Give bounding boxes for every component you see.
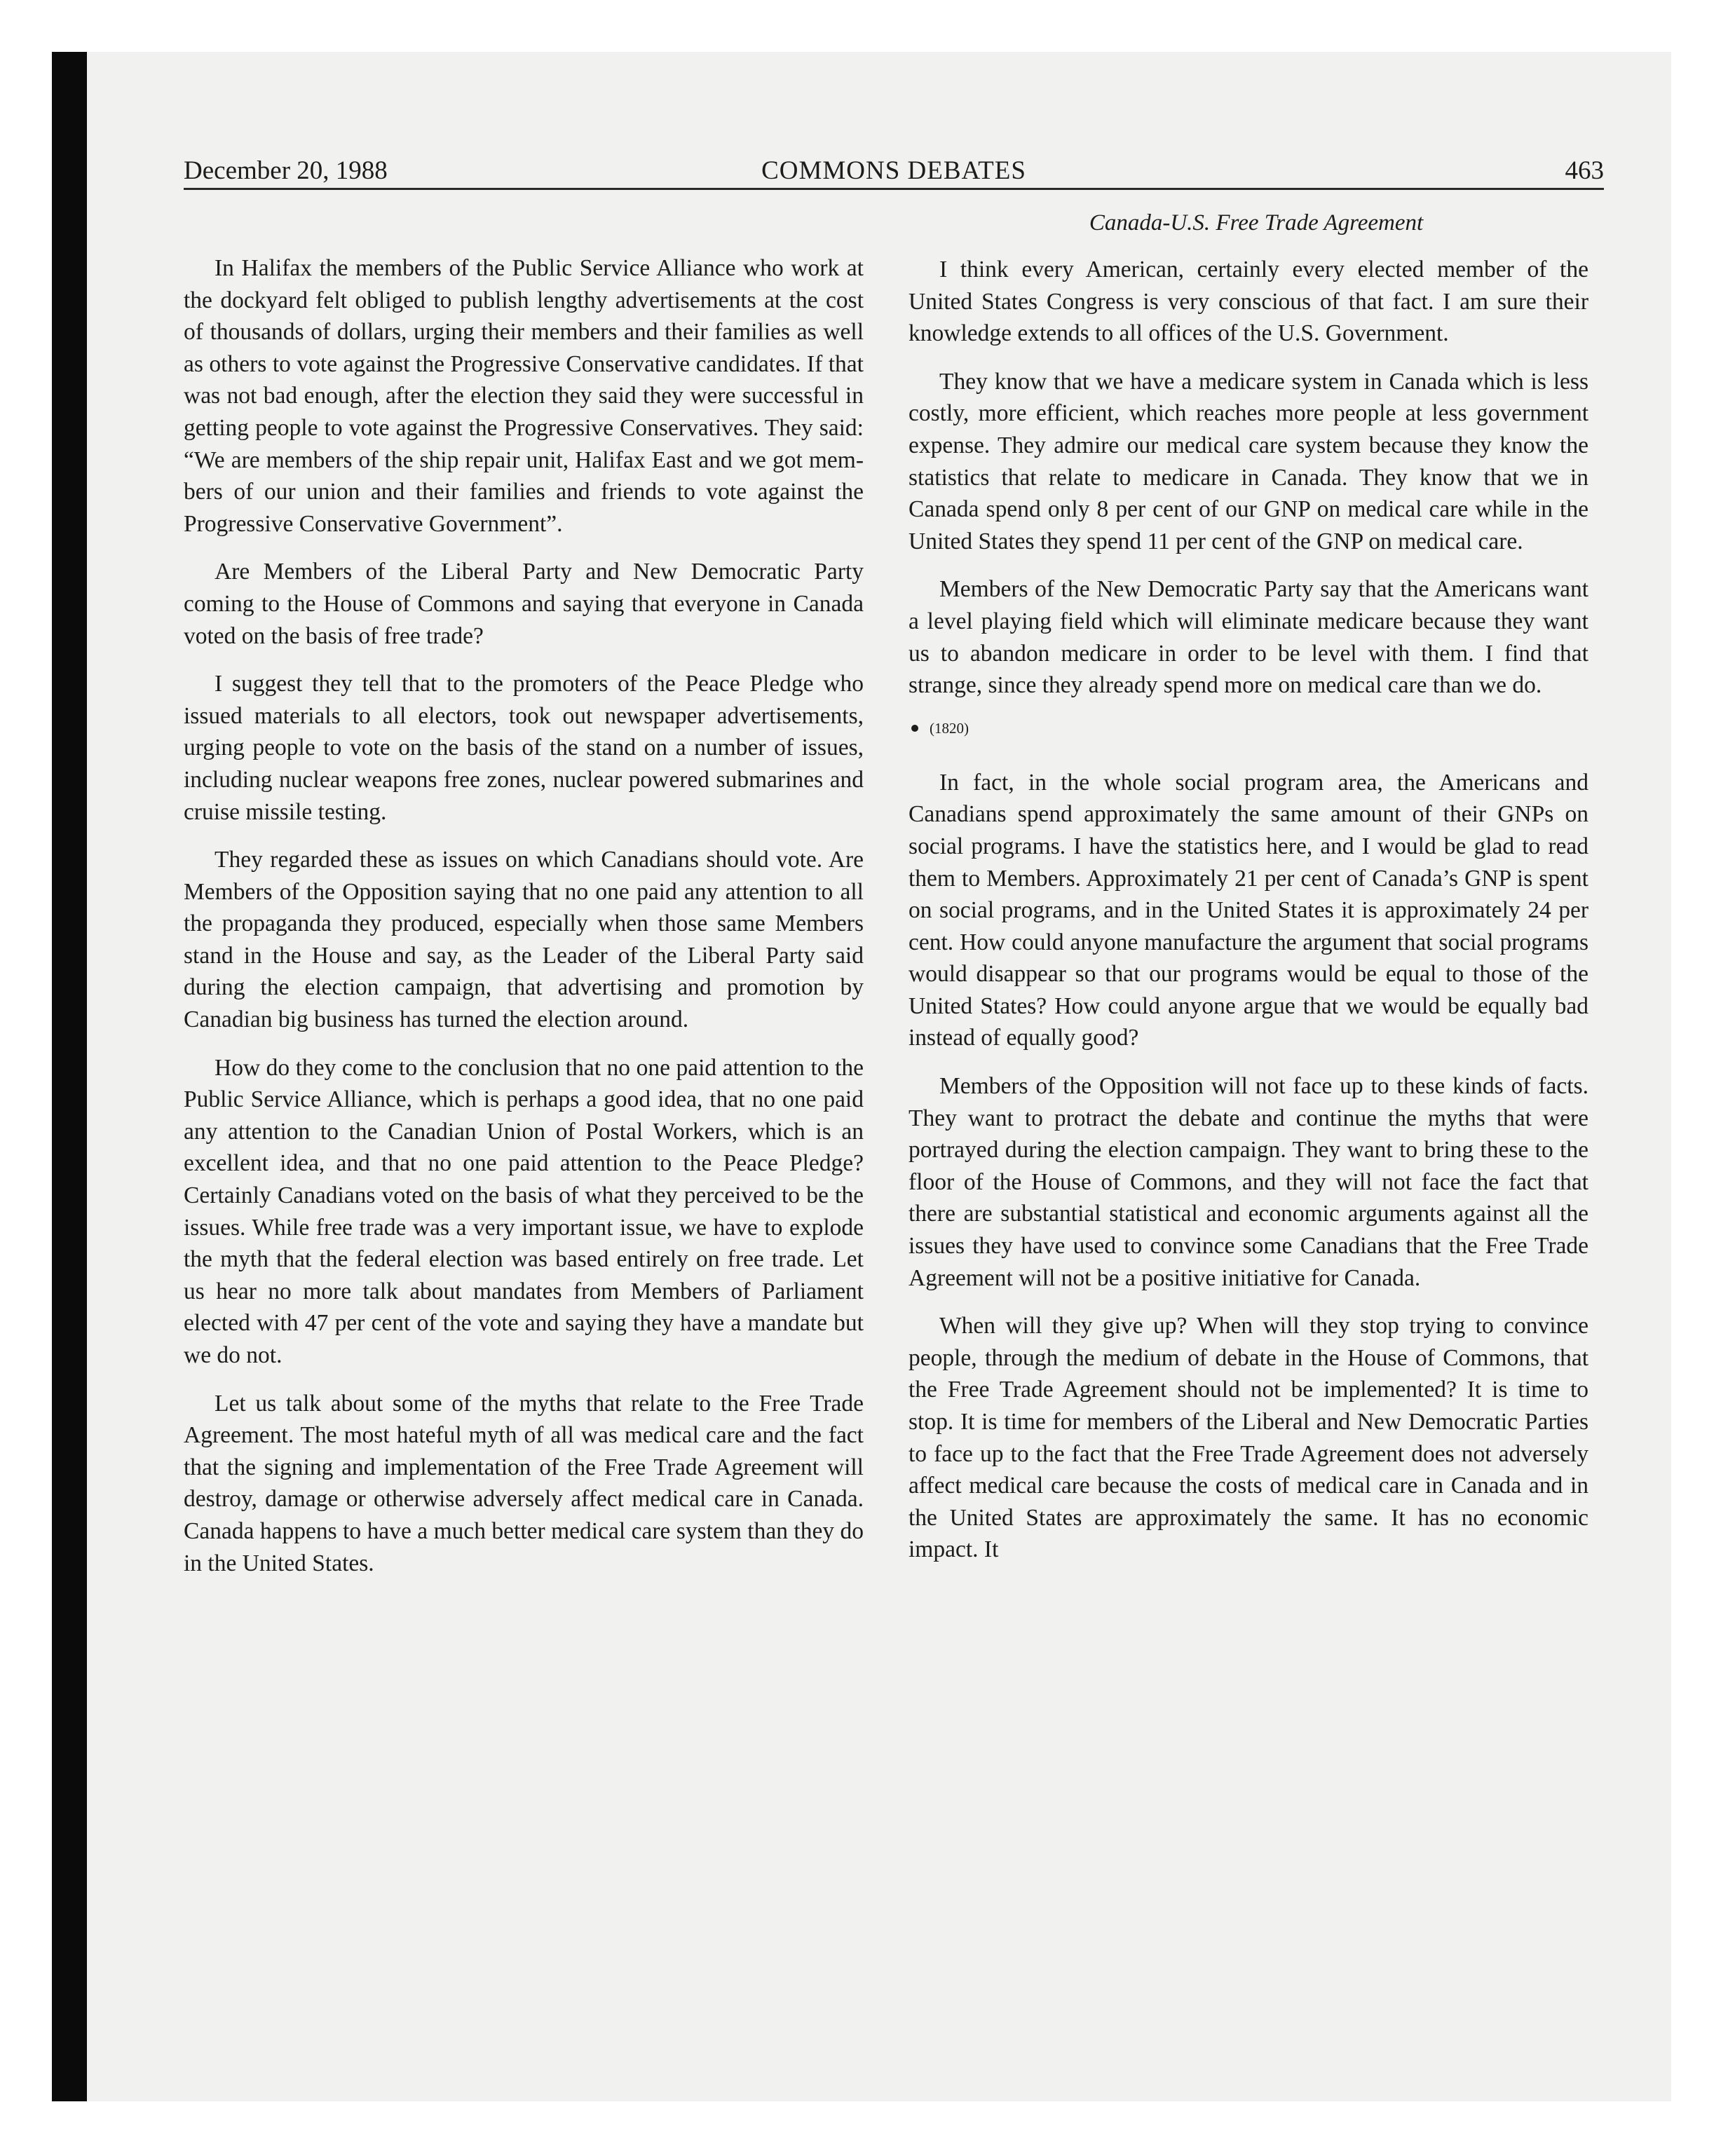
page-number: 463 [1565,156,1604,185]
paragraph: Members of the New Democratic Party say that the Americans want a level playing field which will eliminate medicare because they want us to abandon medicare in order to be level with them. I find that strange, since they already spend more on medical care than we do. [909,576,1588,699]
paragraph: Members of the Opposition will not face up to these kinds of facts. They want to protract the debate and continue the myths that were portrayed during the election campaign. They want to bring these to the floor of the House of Commons, and they will not face the fact that there are substantial statistical and economic arguments against all the issues they have used to convince some Canadians that the Free Trade Agreement will not be a positive initiative for Canada. [909,1073,1588,1291]
time-marker-text: (1820) [930,719,969,737]
paragraph: How do they come to the conclusion that no one paid attention to the Public Service Alliance, which is perhaps a good idea, that no one paid any attention to the Canadian Union of Postal Workers, which is an excellent idea, and that no one paid attention to the Peace Pledge? Certainly Canadians voted on the basis of what they perceived to be the issues. While free trade was a very important issue, we have to explode the myth that the federal election was based entirely on free trade. Let us hear no more talk about mandates from Members of Parliament elected with 47 per cent of the vote and saying they have a mandate but we do not. [184,1054,864,1368]
paragraph: I think every American, certainly every elected member of the United States Congress is very conscious of that fact. I am sure their knowledge extends to all offices of the U.S. Government. [909,257,1588,347]
paragraph: Let us talk about some of the myths that relate to the Free Trade Agreement. The most hateful myth of all was medical care and the fact that the signing and implementation of the Free Trade Agreement will destroy, damage or otherwise adversely affect medical care in Canada. Canada happens to have a much better medical care system than they do in the United States. [184,1390,864,1576]
paragraph: They know that we have a medicare system in Canada which is less costly, more efficient, which reaches more people at less government expense. They admire our medical care system because they know the statistics that relate to medicare in Canada. They know that we in Canada spend only 8 per cent of our GNP on medical care while in the United States they spend 11 per cent of the GNP on medical care. [909,368,1588,554]
header-title: COMMONS DEBATES [761,156,1026,185]
paragraph: I suggest they tell that to the promoters of the Peace Pledge who issued materials to all electors, took out newspaper advertisements, urging people to vote on the basis of the stand on a number of issues, including nuclear weapons free zones, nuclear powered submarines and cruise missile testing. [184,671,864,825]
binding-shadow [52,52,87,2101]
subject-heading: Canada-U.S. Free Trade Agreement [1089,210,1424,236]
time-marker [909,718,1588,739]
paragraph: They regarded these as issues on which Canadians should vote. Are Members of the Opposition saying that no one paid any attention to all the propaganda they produced, especially when those same Members stand in the House and say, as the Leader of the Liberal Party said during the election campaign, that advertising and promotion by Canadian big business has turned the election around. [184,847,864,1033]
paragraph: In fact, in the whole social program area, the Americans and Canadians spend approximately the same amount of their GNPs on social programs. I have the statistics here, and I would be glad to read them to Members. Approximately 21 per cent of Canada’s GNP is spent on social programs, and in the United States it is approximately 24 per cent. How could anyone manufacture the argument that social programs would disappear so that our programs would be equal to those of the United States? How could anyone argue that we would be equally bad instead of equally good? [909,769,1588,1051]
paragraph: When will they give up? When will they stop trying to convince people, through the medium of debate in the House of Commons, that the Free Trade Agreement should not be implemented? It is time to stop. It is time for members of the Liberal and New Democratic Parties to face up to the fact that the Free Trade Agreement does not adversely affect medical care because the costs of medical care in Canada and in the United States are approximately the same. It has no economic impact. It [909,1313,1588,1563]
bullet-icon [911,725,918,732]
running-header [184,156,1604,190]
header-date: December 20, 1988 [184,156,388,185]
paragraph: Are Members of the Liberal Party and New Democratic Party coming to the House of Commons and saying that everyone in Canada voted on the basis of free trade? [184,559,864,649]
left-column [184,252,864,1595]
right-column [909,254,1588,1582]
paragraph: In Halifax the members of the Public Service Alliance who work at the dockyard felt obliged to publish lengthy advertisements at the cost of thousands of dollars, urging their members and their families as well as others to vote against the Progressive Conservative candidates. If that was not bad enough, after the election they said they were successful in getting people to vote against the Progressive Conservatives. They said: “We are members of the ship repair unit, Halifax East and we got members of our union and their families and friends to vote against the Progressive Conservative Government”. [184,255,864,537]
